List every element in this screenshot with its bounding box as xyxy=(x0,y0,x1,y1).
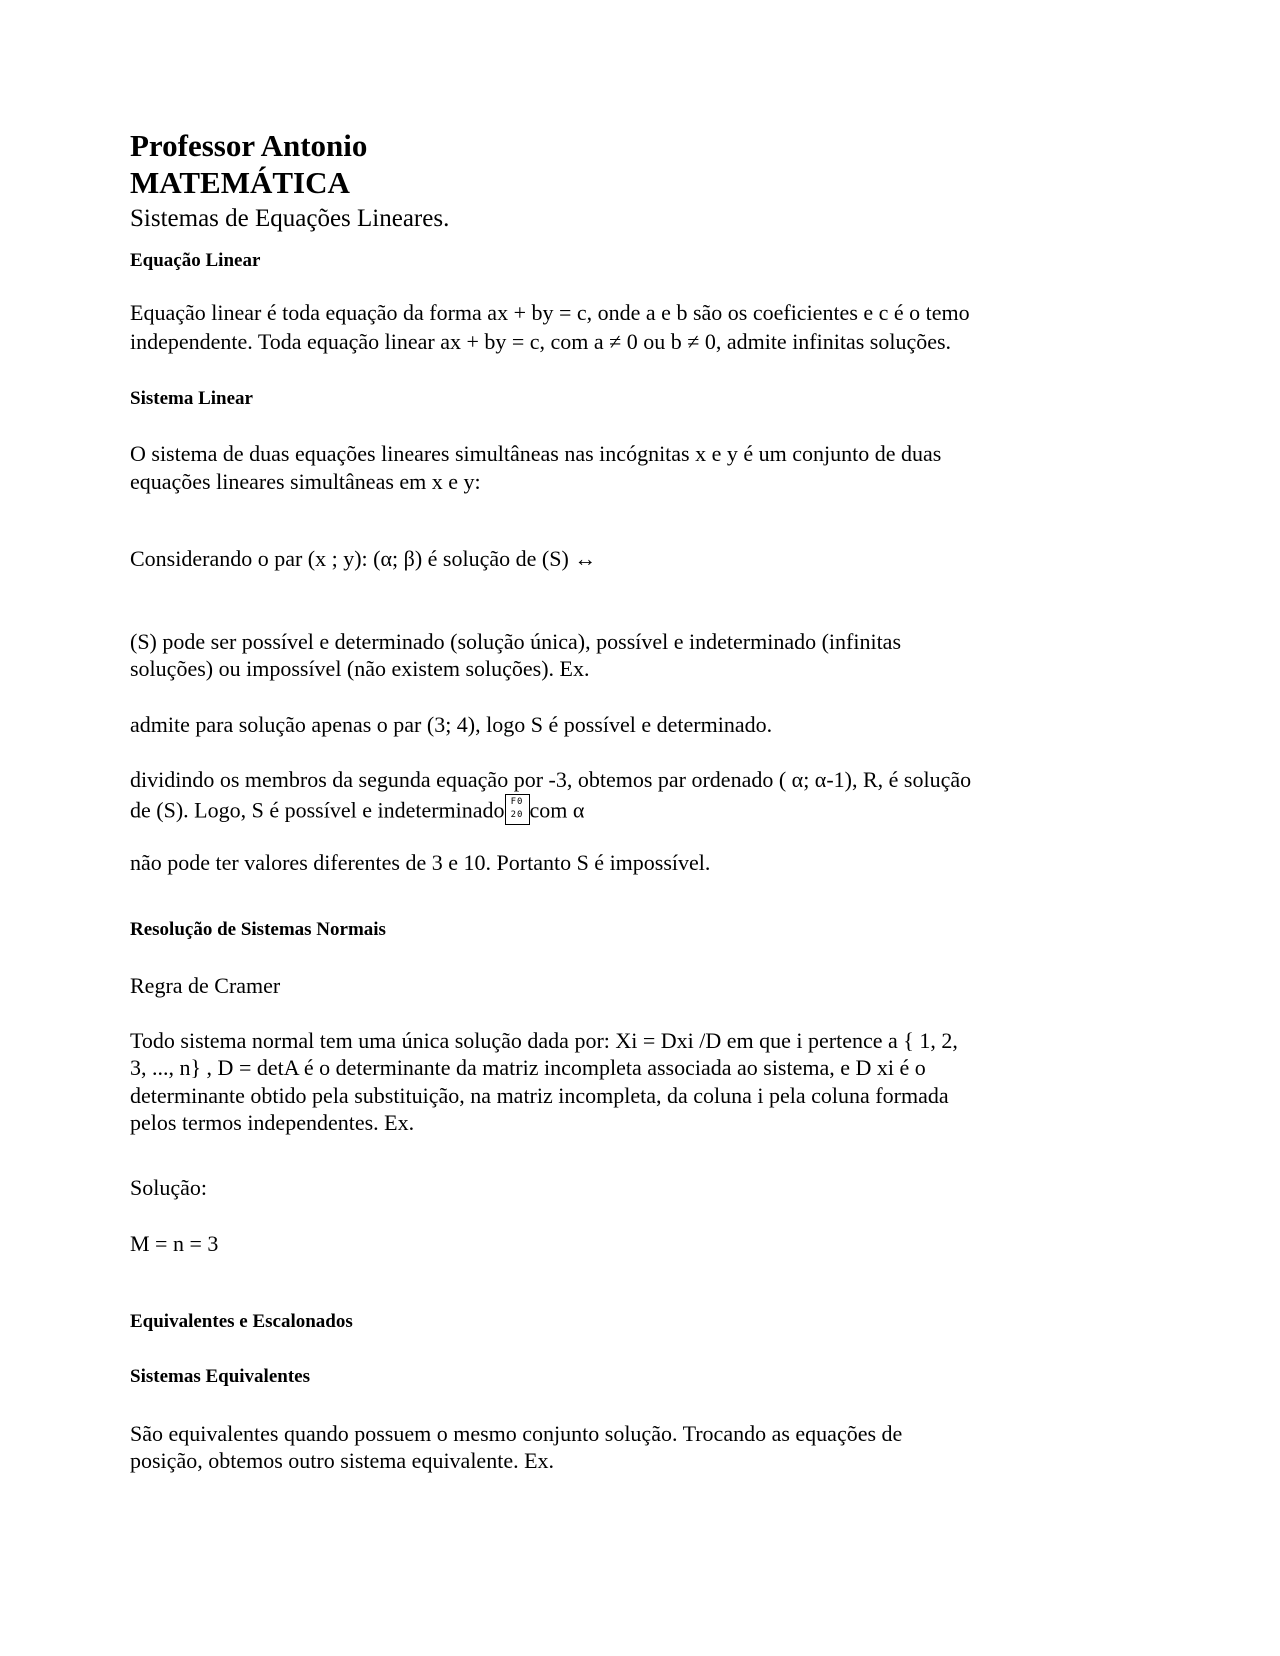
heading-sistema-linear: Sistema Linear xyxy=(130,388,253,409)
paragraph-line: não pode ter valores diferentes de 3 e 10. Portanto S é impossível. xyxy=(130,850,711,875)
paragraph-line: posição, obtemos outro sistema equivalente. Ex. xyxy=(130,1448,555,1473)
missing-glyph-box xyxy=(505,794,530,825)
paragraph-line: Todo sistema normal tem uma única solução dada por: Xi = Dxi /D em que i pertence a { 1, 2, xyxy=(130,1028,958,1053)
heading-resolucao: Resolução de Sistemas Normais xyxy=(130,919,386,940)
glyph-box-bottom: 20 xyxy=(510,810,524,820)
subheading-regra-cramer: Regra de Cramer xyxy=(130,973,281,998)
paragraph-line: pelos termos independentes. Ex. xyxy=(130,1110,415,1135)
paragraph-line: O sistema de duas equações lineares simultâneas nas incógnitas x e y é um conjunto de duas xyxy=(130,441,942,466)
glyph-box-top: F0 xyxy=(510,797,524,807)
paragraph-line: soluções) ou impossível (não existem soluções). Ex. xyxy=(130,656,590,681)
paragraph-line: Equação linear é toda equação da forma ax + by = c, onde a e b são os coeficientes e c é o temo xyxy=(130,300,970,325)
heading-equacao-linear: Equação Linear xyxy=(130,250,261,271)
paragraph-line: 3, ..., n} , D = detA é o determinante da matriz incompleta associada ao sistema, e D xi é o xyxy=(130,1055,926,1080)
solucao-label: Solução: xyxy=(130,1175,207,1200)
paragraph-line: determinante obtido pela substituição, na matriz incompleta, da coluna i pela coluna formada xyxy=(130,1083,949,1108)
paragraph-line: equações lineares simultâneas em x e y: xyxy=(130,469,481,494)
paragraph-line xyxy=(130,797,584,828)
paragraph-line: independente. Toda equação linear ax + by = c, com a ≠ 0 ou b ≠ 0, admite infinitas soluções. xyxy=(130,329,952,354)
paragraph-line: Considerando o par (x ; y): (α; β) é solução de (S) ↔ xyxy=(130,546,597,571)
paragraph-line: São equivalentes quando possuem o mesmo conjunto solução. Trocando as equações de xyxy=(130,1421,903,1446)
paragraph-fragment: com α xyxy=(529,797,585,823)
subject-title: MATEMÁTICA xyxy=(130,165,350,200)
heading-sistemas-equivalentes: Sistemas Equivalentes xyxy=(130,1366,310,1387)
paragraph-line: (S) pode ser possível e determinado (solução única), possível e indeterminado (infinitas xyxy=(130,629,902,654)
paragraph-line: admite para solução apenas o par (3; 4), logo S é possível e determinado. xyxy=(130,712,773,737)
author-title: Professor Antonio xyxy=(130,128,368,163)
paragraph-fragment: de (S). Logo, S é possível e indeterminado xyxy=(130,797,505,823)
mn-equation: M = n = 3 xyxy=(130,1231,219,1256)
topic-subtitle: Sistemas de Equações Lineares. xyxy=(130,205,450,232)
paragraph-line: dividindo os membros da segunda equação por -3, obtemos par ordenado ( α; α-1), R, é solução xyxy=(130,767,972,792)
heading-equivalentes: Equivalentes e Escalonados xyxy=(130,1311,353,1332)
